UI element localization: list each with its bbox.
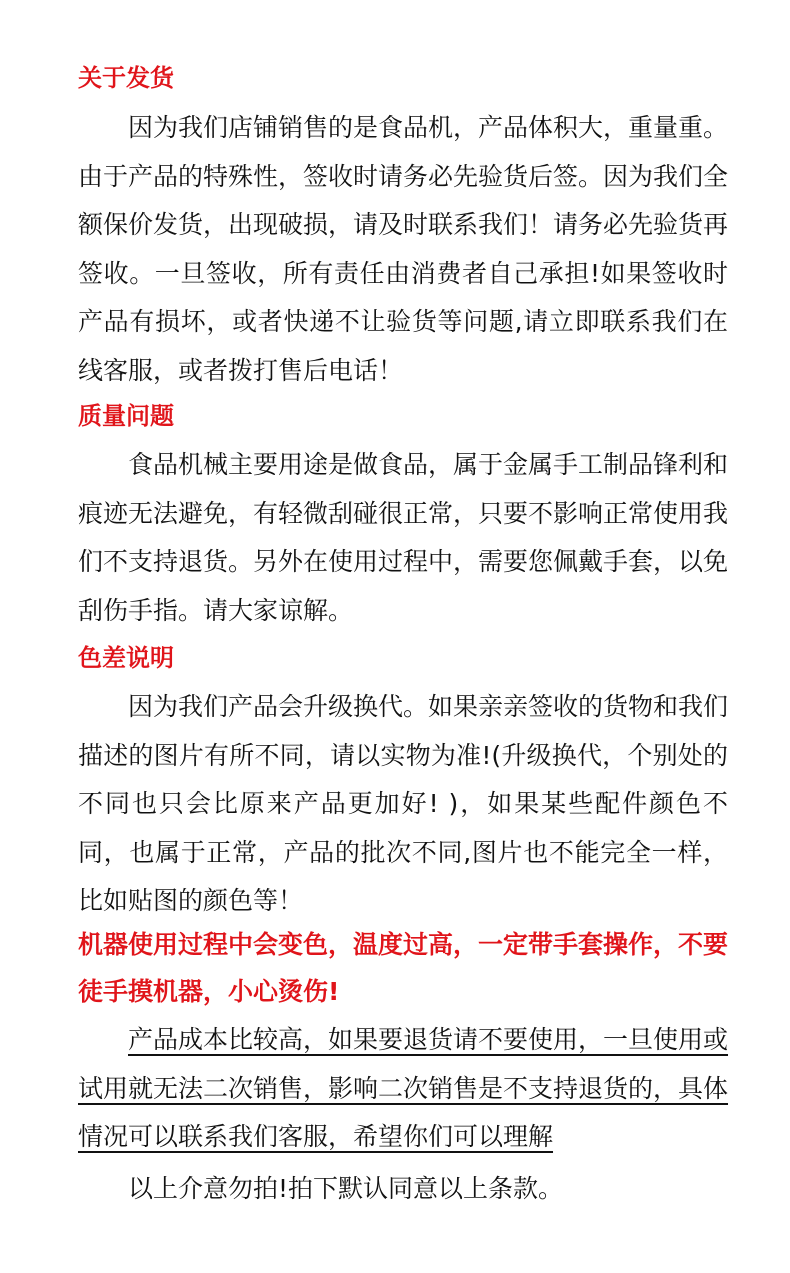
paragraph-quality: 食品机械主要用途是做食品，属于金属手工制品锋利和痕迹无法避免，有轻微刮碰很正常，只要不影响正常使用我们不支持退货。另外在使用过程中，需要您佩戴手套，以免刮伤手指。请大家谅解。 [78,450,729,625]
paragraph-color-difference: 因为我们产品会升级换代。如果亲亲签收的货物和我们描述的图片有所不同，请以实物为准!(升级换代，个别处的不同也只会比原来产品更加好! )，如果某些配件颜色不同，也属于正常，产品的批次不同,图片也不能完全一样，比如贴图的颜色等！ [78,692,729,915]
warning-hot-machine: 机器使用过程中会变色，温度过高，一定带手套操作，不要徒手摸机器，小心烫伤! [78,930,729,1006]
heading-shipping: 关于发货 [78,64,174,92]
paragraph-return-policy [78,1016,728,1162]
return-policy-text: 产品成本比较高，如果要退货请不要使用，一旦使用或试用就无法二次销售，影响二次销售是不支持退货的，具体情况可以联系我们客服，希望你们可以理解 [78,1025,729,1151]
paragraph-shipping: 因为我们店铺销售的是食品机，产品体积大，重量重。由于产品的特殊性，签收时请务必先验货后签。因为我们全额保价发货，出现破损，请及时联系我们！请务必先验货再签收。一旦签收，所有责任由消费者自己承担!如果签收时产品有损坏，或者快递不让验货等问题,请立即联系我们在线客服，或者拨打售后电话！ [78,113,729,385]
closing-statement: 以上介意勿拍!拍下默认同意以上条款。 [128,1174,564,1203]
heading-color-difference: 色差说明 [78,644,174,672]
heading-quality: 质量问题 [78,402,174,430]
